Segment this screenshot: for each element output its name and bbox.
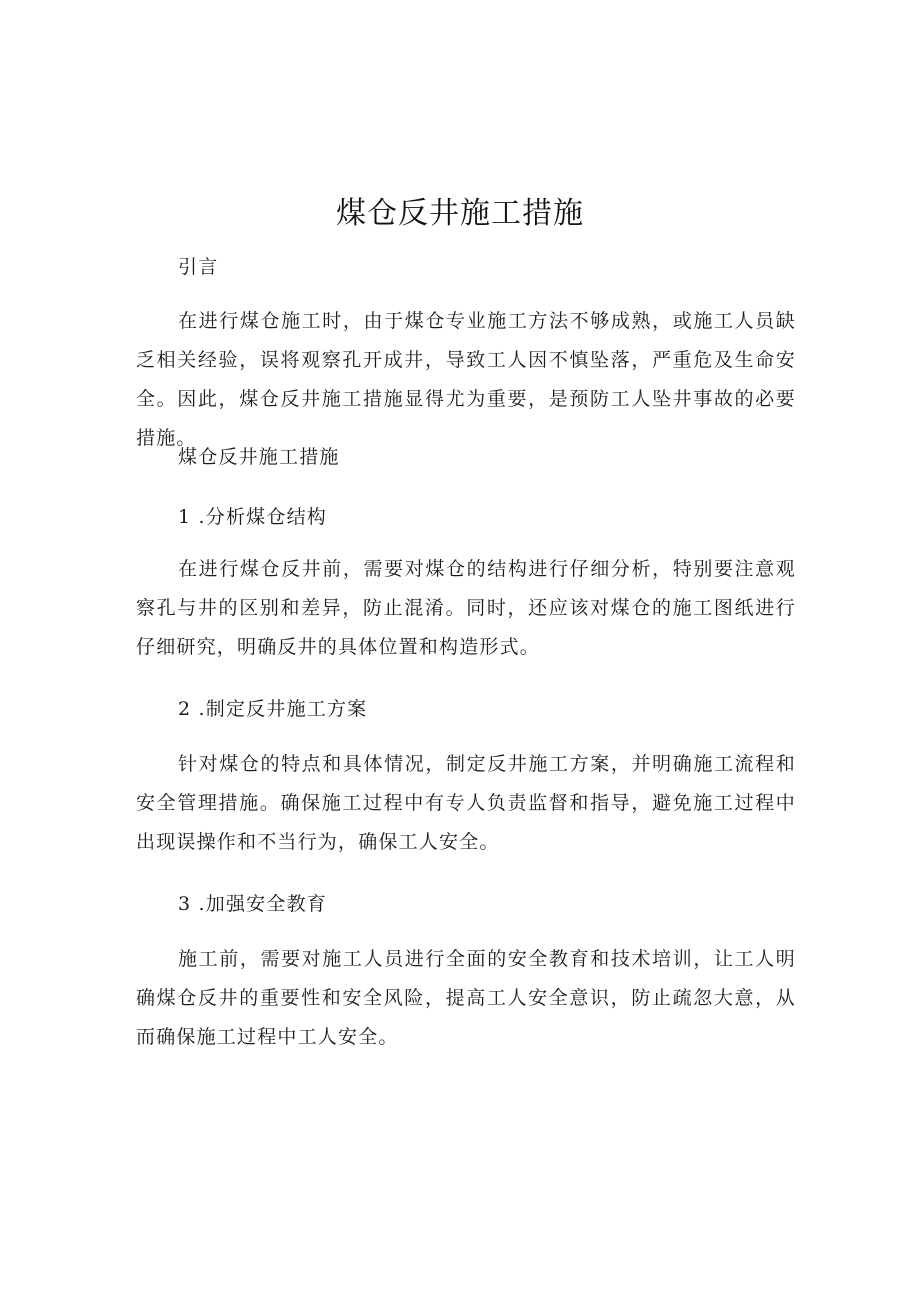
item-1-heading: 1 .分析煤仓结构	[178, 506, 327, 528]
intro-heading: 引言	[178, 256, 219, 278]
item-1-body: 在进行煤仓反井前，需要对煤仓的结构进行仔细分析，特别要注意观察孔与井的区别和差异，防止混淆。同时，还应该对煤仓的施工图纸进行仔细研究，明确反井的具体位置和构造形式。	[136, 558, 796, 658]
item-3-body: 施工前，需要对施工人员进行全面的安全教育和技术培训，让工人明确煤仓反井的重要性和安全风险，提高工人安全意识，防止疏忽大意，从而确保施工过程中工人安全。	[136, 948, 796, 1048]
item-2-heading: 2 .制定反井施工方案	[178, 698, 368, 720]
page-title: 煤仓反井施工措施	[336, 196, 584, 231]
section-heading: 煤仓反井施工措施	[178, 446, 340, 468]
item-3-heading: 3 .加强安全教育	[178, 893, 327, 915]
item-2-body: 针对煤仓的特点和具体情况，制定反井施工方案，并明确施工流程和安全管理措施。确保施工过程中有专人负责监督和指导，避免施工过程中出现误操作和不当行为，确保工人安全。	[136, 753, 796, 853]
intro-paragraph: 在进行煤仓施工时，由于煤仓专业施工方法不够成熟，或施工人员缺乏相关经验，误将观察孔开成井，导致工人因不慎坠落，严重危及生命安全。因此，煤仓反井施工措施显得尤为重要，是预防工人坠井事故的必要措施。	[136, 310, 796, 449]
